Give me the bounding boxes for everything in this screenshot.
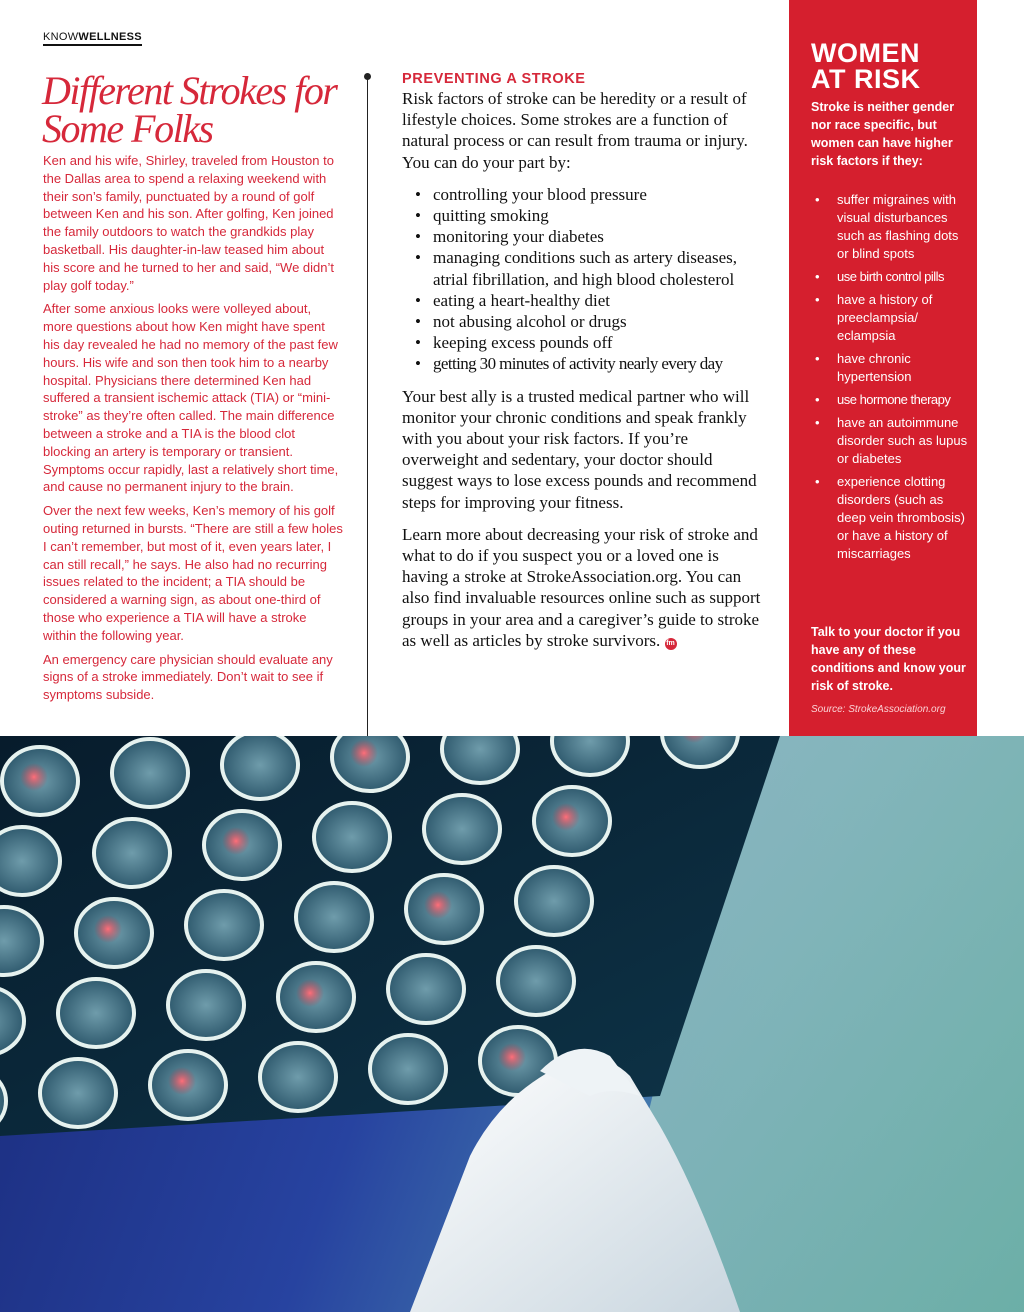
sidebar-intro: Stroke is neither gender nor race specific, but women can have higher risk factors if they: (811, 100, 955, 168)
brain-scan-slice (296, 883, 372, 951)
brain-scan-slice (314, 803, 390, 871)
risk-factor-item: • have an autoimmune disorder such as lupus or diabetes (811, 414, 971, 468)
risk-factor-item: • have chronic hypertension (811, 350, 971, 386)
prevention-item: • quitting smoking (433, 205, 762, 226)
women-at-risk-sidebar (789, 0, 977, 736)
learn-more-paragraph (402, 524, 762, 651)
preventing-column (402, 70, 762, 651)
brain-scan-slice (76, 899, 152, 967)
brain-scan-slice (40, 1059, 116, 1127)
preventing-intro: Risk factors of stroke can be heredity or a result of lifestyle choices. Some strokes are a function of natural process or can result from trauma or injury. You can do your part by: (402, 89, 748, 172)
prevention-item: • controlling your blood pressure (433, 184, 762, 205)
brain-scan-slice (112, 739, 188, 807)
article-headline: Different Strokes for Some Folks (42, 68, 337, 151)
learn-more-text: Learn more about decreasing your risk of stroke and what to do if you suspect you or a loved one is having a stroke at StrokeAssociation.org. You can also find invaluable resources online such as support groups in your area and a caregiver’s guide to stroke as well as articles by stroke survivors. (402, 524, 761, 650)
sidebar-title-line1: WOMEN (811, 38, 920, 68)
story-paragraph: An emergency care physician should evaluate any signs of a stroke immediately. Don’t wait to see if symptoms subside. (43, 651, 333, 703)
risk-factor-item: • use hormone therapy (811, 391, 971, 409)
brain-scan-slice (370, 1035, 446, 1103)
story-paragraph: After some anxious looks were volleyed about, more questions about how Ken might have spent his day revealed he had no memory of the past few hours. His wife and son then took him to a nearby hospital. Physicians there determined Ken had suffered a transient ischemic attack (TIA) or “mini-stroke” as they’re often called. The main difference between a stroke and a TIA is the blood clot blocking an artery is temporary or transient. Symptoms occur rapidly, last a relatively short time, and cause no permanent injury to the brain. (43, 301, 339, 495)
brain-scan-slice (186, 891, 262, 959)
brain-scan-slice (168, 971, 244, 1039)
section-tag-wellness: WELLNESS (78, 31, 142, 43)
risk-factor-list (811, 191, 971, 568)
prevention-item: • managing conditions such as artery diseases, atrial fibrillation, and high blood cholesterol (433, 247, 762, 289)
sidebar-title-line2: AT RISK (811, 64, 921, 94)
brain-scan-photo (0, 736, 1024, 1312)
story-paragraph: Ken and his wife, Shirley, traveled from Houston to the Dallas area to spend a relaxing weekend with their son’s family, punctuated by a round of golf between Ken and his son. After golfing, Ken joined the family outdoors to watch the grandkids play basketball. His daughter-in-law teased him about his score and he turned to her and said, “We didn’t play golf today.” (43, 153, 334, 293)
end-mark-icon: fm (665, 638, 677, 650)
preventing-heading: PREVENTING A STROKE (402, 71, 586, 87)
brain-scan-slice (0, 827, 60, 895)
brain-scan-slice (498, 947, 574, 1015)
story-paragraph: Over the next few weeks, Ken’s memory of his golf outing returned in bursts. “There are still a few holes I can’t remember, but most of it, even years later, I can still recall,” he says. He also had no recurring issues related to the incident; a TIA should be considered a warning sign, as about one-third of those who experience a TIA will have a stroke within the following year. (43, 503, 343, 643)
brain-scan-slice (260, 1043, 336, 1111)
brain-scan-slice (424, 795, 500, 863)
brain-scan-slice (406, 875, 482, 943)
brain-scan-slice (2, 747, 78, 815)
prevention-list (402, 184, 762, 375)
prevention-item: • monitoring your diabetes (433, 226, 762, 247)
risk-factor-item: • experience clotting disorders (such as deep vein thrombosis) or have a history of miscarriages (811, 473, 971, 563)
story-column (43, 152, 343, 710)
prevention-item: • keeping excess pounds off (433, 332, 762, 353)
risk-factor-item: • suffer migraines with visual disturbances such as flashing dots or blind spots (811, 191, 971, 263)
brain-scan-slice (516, 867, 592, 935)
sidebar-call-to-action: Talk to your doctor if you have any of these conditions and know your risk of stroke. (811, 625, 966, 693)
brain-scan-slice (332, 736, 408, 791)
brain-scan-slice (388, 955, 464, 1023)
brain-scan-slice (278, 963, 354, 1031)
sidebar-source: Source: StrokeAssociation.org (811, 704, 946, 715)
brain-scan-slice (534, 787, 610, 855)
sidebar-title (811, 40, 971, 92)
brain-scan-slice (58, 979, 134, 1047)
brain-scan-slice (150, 1051, 226, 1119)
risk-factor-item: • have a history of preeclampsia/ eclampsia (811, 291, 971, 345)
brain-scan-illustration (0, 736, 1024, 1312)
brain-scan-slice (94, 819, 170, 887)
brain-scan-slice (222, 736, 298, 799)
risk-factor-item: • use birth control pills (811, 268, 971, 286)
section-tag-know: KNOW (43, 31, 79, 43)
column-divider (367, 77, 368, 737)
prevention-item: • eating a heart-healthy diet (433, 290, 762, 311)
brain-scan-slice (204, 811, 280, 879)
prevention-item: • not abusing alcohol or drugs (433, 311, 762, 332)
divider-dot (364, 73, 371, 80)
ally-paragraph: Your best ally is a trusted medical partner who will monitor your chronic conditions and speak frankly with you about your risk factors. If you’re overweight and sedentary, your doctor should suggest ways to lose excess pounds and recommend steps for improving your fitness. (402, 386, 757, 512)
prevention-item: • getting 30 minutes of activity nearly every day (433, 353, 762, 374)
section-tag (43, 31, 142, 46)
